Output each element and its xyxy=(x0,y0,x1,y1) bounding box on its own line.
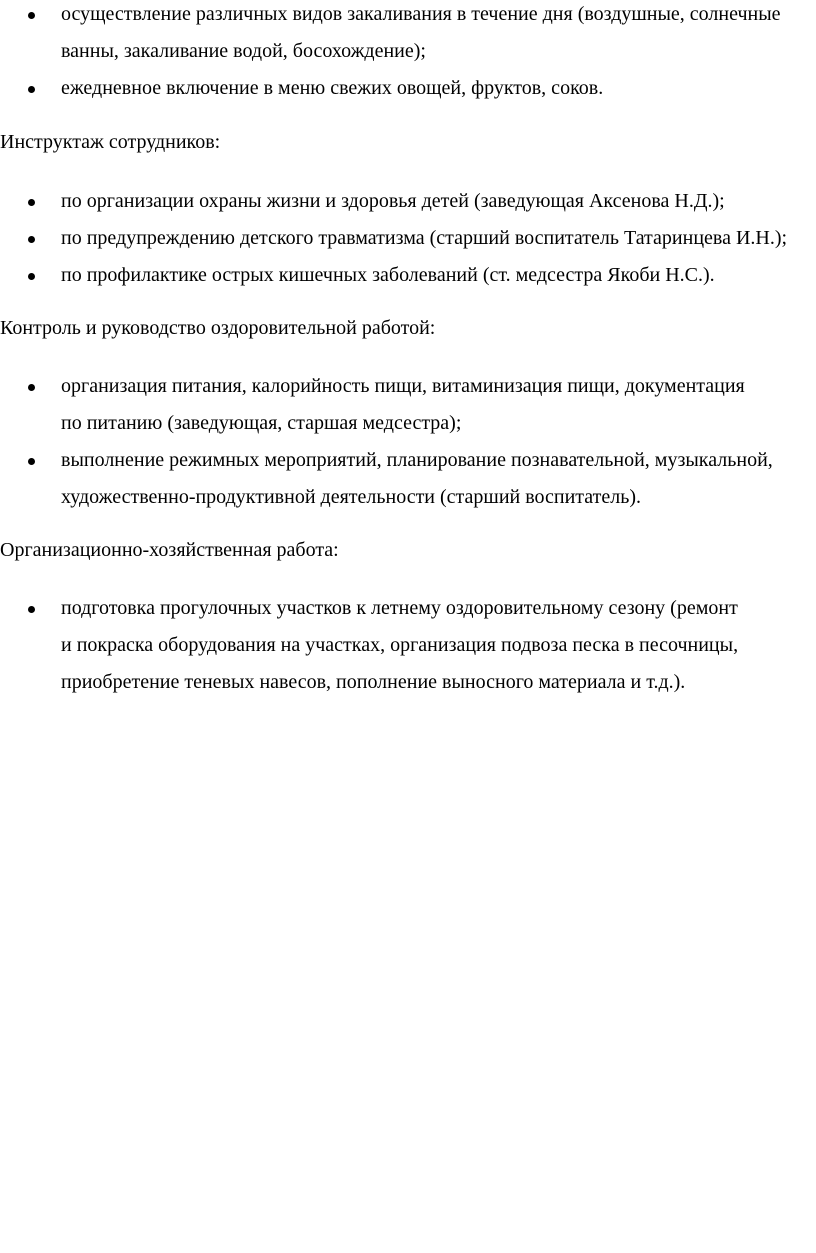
bullet-icon xyxy=(28,236,35,243)
list-item xyxy=(0,220,816,257)
list-item xyxy=(0,70,816,107)
list-item-line: приобретение теневых навесов, пополнение выносного материала и т.д.). xyxy=(61,671,686,693)
list-item-line: ежедневное включение в меню свежих овощей, фруктов, соков. xyxy=(61,77,604,99)
list-item xyxy=(0,368,816,442)
list-item-line: по питанию (заведующая, старшая медсестра); xyxy=(61,412,462,434)
list-item-line: по предупреждению детского травматизма (старший воспитатель Татаринцева И.Н.); xyxy=(61,227,788,249)
section-heading-briefing: Инструктаж сотрудников: xyxy=(0,131,221,153)
bullet-icon xyxy=(28,458,35,465)
section-heading-economic: Организационно-хозяйственная работа: xyxy=(0,539,339,561)
economic-bullet-list xyxy=(0,590,816,701)
list-item xyxy=(0,183,816,220)
list-item xyxy=(0,257,816,294)
list-item-line: и покраска оборудования на участках, организация подвоза песка в песочницы, xyxy=(61,634,739,656)
control-bullet-list xyxy=(0,368,816,516)
briefing-bullet-list xyxy=(0,183,816,294)
bullet-icon xyxy=(28,12,35,19)
list-item-line: выполнение режимных мероприятий, планирование познавательной, музыкальной, xyxy=(61,449,773,471)
bullet-icon xyxy=(28,86,35,93)
list-item-line: организация питания, калорийность пищи, витаминизация пищи, документация xyxy=(61,375,745,397)
list-item xyxy=(0,0,816,70)
intro-bullet-list xyxy=(0,0,816,107)
bullet-icon xyxy=(28,273,35,280)
list-item xyxy=(0,442,816,516)
list-item-line: ванны, закаливание водой, босохождение); xyxy=(61,40,426,62)
section-heading-control: Контроль и руководство оздоровительной работой: xyxy=(0,317,436,339)
list-item-line: по организации охраны жизни и здоровья детей (заведующая Аксенова Н.Д.); xyxy=(61,190,725,212)
list-item-line: по профилактике острых кишечных заболеваний (ст. медсестра Якоби Н.С.). xyxy=(61,264,715,286)
list-item-line: осуществление различных видов закаливания в течение дня (воздушные, солнечные xyxy=(61,3,781,25)
bullet-icon xyxy=(28,384,35,391)
list-item xyxy=(0,590,816,701)
bullet-icon xyxy=(28,199,35,206)
list-item-line: художественно-продуктивной деятельности (старший воспитатель). xyxy=(61,486,642,508)
list-item-line: подготовка прогулочных участков к летнему оздоровительному сезону (ремонт xyxy=(61,597,738,619)
bullet-icon xyxy=(28,606,35,613)
